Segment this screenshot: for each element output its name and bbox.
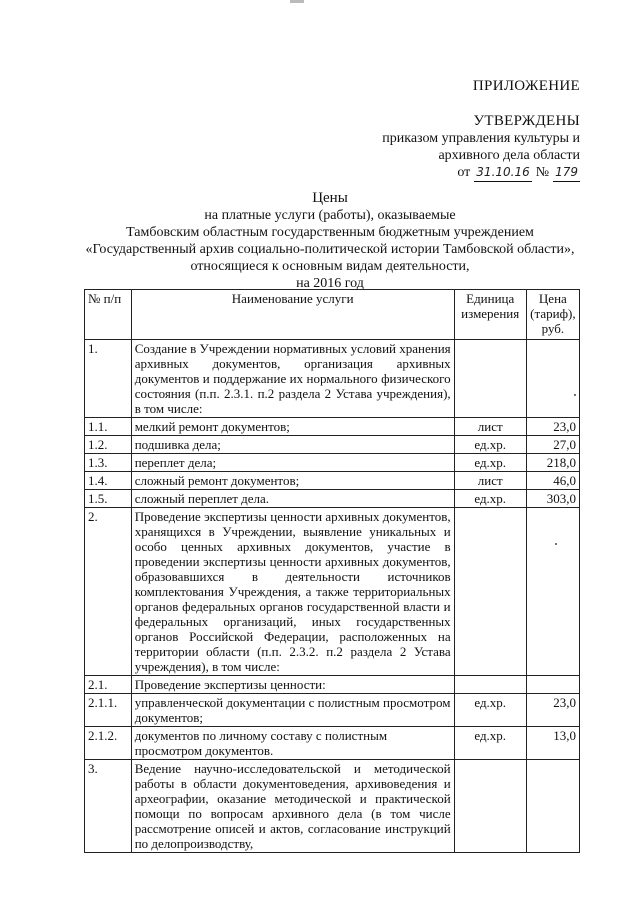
table-row <box>85 727 580 760</box>
order-line-1: приказом управления культуры и <box>382 131 580 146</box>
order-date: 31.10.16 <box>474 164 531 182</box>
row-name: сложный переплет дела. <box>131 490 454 508</box>
table-row <box>85 340 580 418</box>
row-name: подшивка дела; <box>131 436 454 454</box>
row-price <box>526 760 579 853</box>
date-prefix: от <box>457 165 471 180</box>
scan-speck <box>574 394 576 396</box>
row-unit: лист <box>454 418 526 436</box>
title-line-4: «Государственный архив социально-политической истории Тамбовской области», <box>85 242 575 257</box>
title-line-6: на 2016 год <box>296 276 364 291</box>
row-name: переплет дела; <box>131 454 454 472</box>
table-row <box>85 418 580 436</box>
row-unit <box>454 508 526 676</box>
row-name: документов по личному составу с полистным просмотром документов. <box>131 727 454 760</box>
row-price <box>526 676 579 694</box>
row-num: 2.1.1. <box>85 694 132 727</box>
approved-label: УТВЕРЖДЕНЫ <box>473 113 580 129</box>
table-row <box>85 436 580 454</box>
number-sign: № <box>535 165 550 180</box>
order-date-number <box>380 164 580 182</box>
table-header-row <box>85 290 580 340</box>
row-unit: лист <box>454 472 526 490</box>
row-name: Проведение экспертизы ценности: <box>131 676 454 694</box>
row-num: 1.5. <box>85 490 132 508</box>
table-row <box>85 694 580 727</box>
header-unit: Единица измерения <box>454 290 526 340</box>
header-num: № п/п <box>85 290 132 340</box>
table-row <box>85 760 580 853</box>
row-num: 2.1.2. <box>85 727 132 760</box>
row-name: Ведение научно-исследовательской и методической работы в области документоведения, архивоведения и археографии, оказание методической и практической помощи по вопросам архивного дела (в том числе рассмотрение описей и актов, согласование инструкций по делопроизводству, <box>131 760 454 853</box>
row-num: 2.1. <box>85 676 132 694</box>
row-name: управленческой документации с полистным просмотром документов; <box>131 694 454 727</box>
row-unit: ед.хр. <box>454 694 526 727</box>
row-unit <box>454 340 526 418</box>
order-number: 179 <box>553 164 580 182</box>
row-unit <box>454 676 526 694</box>
table-row <box>85 508 580 676</box>
approval-block <box>380 78 580 182</box>
title-line-3: Тамбовским областным государственным бюджетным учреждением <box>126 225 534 240</box>
row-price <box>526 340 579 418</box>
row-price <box>526 508 579 676</box>
row-unit: ед.хр. <box>454 490 526 508</box>
row-unit <box>454 760 526 853</box>
scan-speck <box>555 543 557 545</box>
row-price: 23,0 <box>526 418 579 436</box>
header-price: Цена (тариф), руб. <box>526 290 579 340</box>
header-name: Наименование услуги <box>131 290 454 340</box>
row-name: мелкий ремонт документов; <box>131 418 454 436</box>
title-line-2: на платные услуги (работы), оказываемые <box>204 208 456 223</box>
row-name: Проведение экспертизы ценности архивных документов, хранящихся в Учреждении, выявление уникальных и особо ценных архивных документов, участие в проведении экспертизы ценности архивных документов, образовавшихся в деятельности источников комплектования Учреждения, а также территориальных органов федеральных органов государственной власти и федеральных организаций, иных государственных органов Российской Федерации, расположенных на территории области (п.п. 2.3.2. п.2 раздела 2 Устава учреждения), в том числе: <box>131 508 454 676</box>
row-price: 27,0 <box>526 436 579 454</box>
table-row <box>85 490 580 508</box>
table-row <box>85 472 580 490</box>
row-num: 3. <box>85 760 132 853</box>
row-price: 46,0 <box>526 472 579 490</box>
row-price: 303,0 <box>526 490 579 508</box>
row-num: 1.3. <box>85 454 132 472</box>
row-unit: ед.хр. <box>454 454 526 472</box>
row-num: 1.4. <box>85 472 132 490</box>
table-row <box>85 676 580 694</box>
row-unit: ед.хр. <box>454 727 526 760</box>
row-num: 1.2. <box>85 436 132 454</box>
document-title <box>60 190 600 292</box>
row-name: Создание в Учреждении нормативных условий хранения архивных документов, организация архивных документов и поддержание их нормального физического состояния (п.п. 2.3.1. п.2 раздела 2 Устава учреждения), в том числе: <box>131 340 454 418</box>
scan-mark <box>290 0 304 3</box>
order-line-2: архивного дела области <box>438 148 580 163</box>
table-row <box>85 454 580 472</box>
row-num: 2. <box>85 508 132 676</box>
row-name: сложный ремонт документов; <box>131 472 454 490</box>
title-line-5: относящиеся к основным видам деятельности, <box>190 259 470 274</box>
row-num: 1. <box>85 340 132 418</box>
row-price: 23,0 <box>526 694 579 727</box>
price-table <box>84 289 580 853</box>
title-line-1: Цены <box>312 190 348 206</box>
appendix-label: ПРИЛОЖЕНИЕ <box>472 78 580 94</box>
row-price: 13,0 <box>526 727 579 760</box>
row-num: 1.1. <box>85 418 132 436</box>
row-unit: ед.хр. <box>454 436 526 454</box>
row-price: 218,0 <box>526 454 579 472</box>
